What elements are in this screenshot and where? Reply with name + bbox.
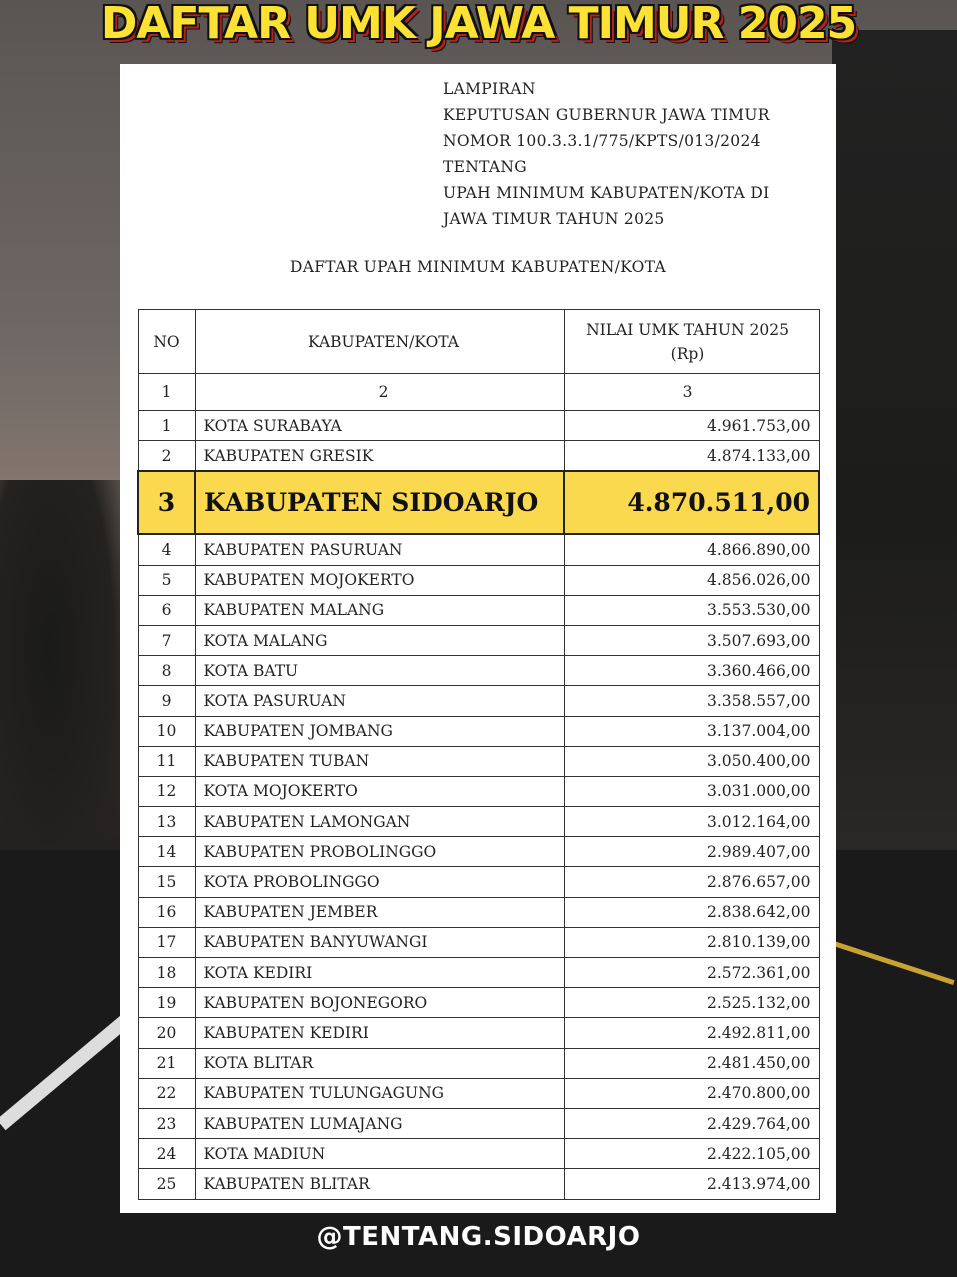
row-name: KABUPATEN LUMAJANG xyxy=(195,1108,564,1138)
document-page xyxy=(120,64,836,1213)
table-row xyxy=(138,686,819,716)
table-row xyxy=(138,837,819,867)
row-value: 4.961.753,00 xyxy=(564,411,819,441)
lampiran-line: TENTANG xyxy=(443,158,527,176)
row-no: 17 xyxy=(138,927,195,957)
column-number: 2 xyxy=(195,374,564,411)
row-no: 25 xyxy=(138,1169,195,1199)
row-name: KOTA BATU xyxy=(195,656,564,686)
row-name: KABUPATEN LAMONGAN xyxy=(195,807,564,837)
row-no: 24 xyxy=(138,1139,195,1169)
row-value: 2.422.105,00 xyxy=(564,1139,819,1169)
table-row xyxy=(138,1108,819,1138)
row-name: KOTA BLITAR xyxy=(195,1048,564,1078)
lampiran-line: JAWA TIMUR TAHUN 2025 xyxy=(443,210,665,228)
row-name: KABUPATEN PROBOLINGGO xyxy=(195,837,564,867)
row-no: 7 xyxy=(138,625,195,655)
row-no: 13 xyxy=(138,807,195,837)
table-row xyxy=(138,625,819,655)
table-row xyxy=(138,716,819,746)
lampiran-line: UPAH MINIMUM KABUPATEN/KOTA DI xyxy=(443,184,770,202)
background-trees-left xyxy=(0,480,125,900)
row-no: 21 xyxy=(138,1048,195,1078)
row-name: KABUPATEN TULUNGAGUNG xyxy=(195,1078,564,1108)
table-row xyxy=(138,1078,819,1108)
row-value: 2.810.139,00 xyxy=(564,927,819,957)
header-no: NO xyxy=(138,310,195,374)
row-name: KOTA PROBOLINGGO xyxy=(195,867,564,897)
row-name: KABUPATEN KEDIRI xyxy=(195,1018,564,1048)
row-name: KABUPATEN JOMBANG xyxy=(195,716,564,746)
table-row xyxy=(138,776,819,806)
row-value: 4.874.133,00 xyxy=(564,441,819,472)
background-trees-right xyxy=(832,30,957,850)
column-number: 3 xyxy=(564,374,819,411)
row-value: 3.553.530,00 xyxy=(564,595,819,625)
row-name: KOTA SURABAYA xyxy=(195,411,564,441)
row-no: 23 xyxy=(138,1108,195,1138)
row-value: 2.572.361,00 xyxy=(564,958,819,988)
row-name: KOTA PASURUAN xyxy=(195,686,564,716)
row-name: KABUPATEN JEMBER xyxy=(195,897,564,927)
row-value: 3.137.004,00 xyxy=(564,716,819,746)
table-row xyxy=(138,1169,819,1199)
table-row xyxy=(138,1048,819,1078)
lampiran-line: KEPUTUSAN GUBERNUR JAWA TIMUR xyxy=(443,106,770,124)
row-no: 22 xyxy=(138,1078,195,1108)
row-value: 3.031.000,00 xyxy=(564,776,819,806)
row-value: 2.525.132,00 xyxy=(564,988,819,1018)
row-name: KABUPATEN MALANG xyxy=(195,595,564,625)
table-row xyxy=(138,1018,819,1048)
header-value xyxy=(564,310,819,374)
row-name: KABUPATEN TUBAN xyxy=(195,746,564,776)
row-no: 5 xyxy=(138,565,195,595)
row-no: 18 xyxy=(138,958,195,988)
header-value-label: NILAI UMK TAHUN 2025 xyxy=(586,320,789,339)
column-number: 1 xyxy=(138,374,195,411)
row-no: 6 xyxy=(138,595,195,625)
post-title: DAFTAR UMK JAWA TIMUR 2025 xyxy=(100,0,857,49)
row-no: 14 xyxy=(138,837,195,867)
column-number-row xyxy=(138,374,819,411)
row-value: 2.481.450,00 xyxy=(564,1048,819,1078)
row-no: 3 xyxy=(138,471,195,534)
row-no: 20 xyxy=(138,1018,195,1048)
row-name: KOTA MADIUN xyxy=(195,1139,564,1169)
row-value: 3.358.557,00 xyxy=(564,686,819,716)
row-name: KOTA MOJOKERTO xyxy=(195,776,564,806)
row-no: 10 xyxy=(138,716,195,746)
row-name: KABUPATEN PASURUAN xyxy=(195,534,564,565)
table-row xyxy=(138,1139,819,1169)
row-value: 4.856.026,00 xyxy=(564,565,819,595)
row-value: 2.429.764,00 xyxy=(564,1108,819,1138)
row-name: KABUPATEN BOJONEGORO xyxy=(195,988,564,1018)
row-no: 8 xyxy=(138,656,195,686)
table-row xyxy=(138,867,819,897)
row-name: KABUPATEN MOJOKERTO xyxy=(195,565,564,595)
document-subtitle: DAFTAR UPAH MINIMUM KABUPATEN/KOTA xyxy=(290,258,666,276)
table-row xyxy=(138,656,819,686)
row-value: 4.870.511,00 xyxy=(564,471,819,534)
row-no: 11 xyxy=(138,746,195,776)
row-value: 4.866.890,00 xyxy=(564,534,819,565)
row-no: 1 xyxy=(138,411,195,441)
table-row xyxy=(138,746,819,776)
header-name: KABUPATEN/KOTA xyxy=(195,310,564,374)
table-header-row xyxy=(138,310,819,374)
table-row xyxy=(138,988,819,1018)
row-value: 2.989.407,00 xyxy=(564,837,819,867)
row-no: 16 xyxy=(138,897,195,927)
table-row xyxy=(138,897,819,927)
header-value-unit: (Rp) xyxy=(670,344,705,363)
row-no: 2 xyxy=(138,441,195,472)
row-name: KABUPATEN BLITAR xyxy=(195,1169,564,1199)
row-name: KOTA KEDIRI xyxy=(195,958,564,988)
row-no: 12 xyxy=(138,776,195,806)
row-value: 2.876.657,00 xyxy=(564,867,819,897)
table-row xyxy=(138,807,819,837)
row-name: KABUPATEN GRESIK xyxy=(195,441,564,472)
table-row xyxy=(138,565,819,595)
account-handle: @TENTANG.SIDOARJO xyxy=(316,1222,641,1252)
table-row-highlighted xyxy=(138,471,819,534)
table-row xyxy=(138,927,819,957)
table-row xyxy=(138,441,819,472)
lampiran-line: LAMPIRAN xyxy=(443,80,536,98)
row-value: 2.838.642,00 xyxy=(564,897,819,927)
row-no: 15 xyxy=(138,867,195,897)
lampiran-block xyxy=(443,76,770,232)
row-value: 3.012.164,00 xyxy=(564,807,819,837)
lampiran-line: NOMOR 100.3.3.1/775/KPTS/013/2024 xyxy=(443,132,761,150)
row-value: 3.360.466,00 xyxy=(564,656,819,686)
row-value: 3.050.400,00 xyxy=(564,746,819,776)
row-value: 3.507.693,00 xyxy=(564,625,819,655)
row-value: 2.470.800,00 xyxy=(564,1078,819,1108)
row-no: 9 xyxy=(138,686,195,716)
table-row xyxy=(138,595,819,625)
row-value: 2.492.811,00 xyxy=(564,1018,819,1048)
table-row xyxy=(138,534,819,565)
row-name: KABUPATEN BANYUWANGI xyxy=(195,927,564,957)
umk-table xyxy=(137,309,820,1200)
row-value: 2.413.974,00 xyxy=(564,1169,819,1199)
row-name: KABUPATEN SIDOARJO xyxy=(195,471,564,534)
table-row xyxy=(138,411,819,441)
row-name: KOTA MALANG xyxy=(195,625,564,655)
row-no: 4 xyxy=(138,534,195,565)
table-row xyxy=(138,958,819,988)
row-no: 19 xyxy=(138,988,195,1018)
